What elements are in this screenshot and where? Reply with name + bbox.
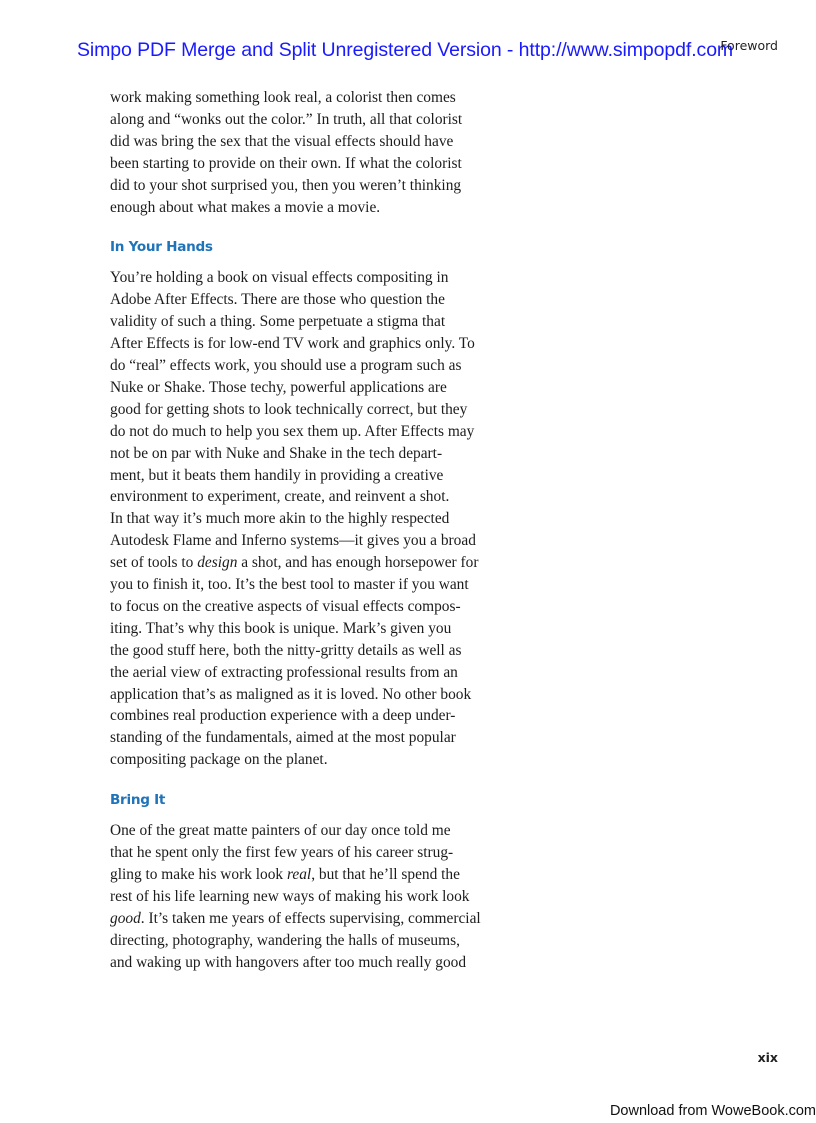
text-line: the good stuff here, both the nitty-gritty details as well as: [110, 641, 462, 659]
text-line: directing, photography, wandering the halls of museums,: [110, 931, 460, 949]
text-line: rest of his life learning new ways of making his work look: [110, 887, 470, 905]
text-line: combines real production experience with a deep under-: [110, 707, 456, 725]
in-your-hands-paragraph: [110, 267, 530, 771]
text-line: Adobe After Effects. There are those who question the: [110, 291, 445, 309]
text-line: been starting to provide on their own. If what the colorist: [110, 154, 462, 172]
bring-it-paragraph: [110, 820, 530, 973]
text-line: did was bring the sex that the visual effects should have: [110, 132, 454, 150]
text-line: the aerial view of extracting professional results from an: [110, 663, 458, 681]
text-line: to focus on the creative aspects of visual effects compos-: [110, 597, 461, 615]
pdf-watermark-banner: Simpo PDF Merge and Split Unregistered Version - http://www.simpopdf.com: [77, 39, 734, 61]
text-line: and waking up with hangovers after too much really good: [110, 953, 467, 971]
text-run: , but that he’ll spend the: [311, 865, 460, 883]
text-line: did to your shot surprised you, then you weren’t thinking: [110, 176, 462, 194]
text-line: Nuke or Shake. Those techy, powerful applications are: [110, 378, 447, 396]
text-line: not be on par with Nuke and Shake in the tech depart-: [110, 444, 443, 462]
text-run: gling to make his work look: [110, 865, 287, 883]
text-line: iting. That’s why this book is unique. Mark’s given you: [110, 619, 452, 637]
page-number: xix: [757, 1050, 778, 1065]
section-heading-bring-it: Bring It: [110, 792, 166, 809]
text-line: environment to experiment, create, and reinvent a shot.: [110, 488, 450, 506]
text-line: validity of such a thing. Some perpetuate a stigma that: [110, 313, 446, 331]
text-line: Autodesk Flame and Inferno systems—it gives you a broad: [110, 532, 476, 550]
section-heading-in-your-hands: In Your Hands: [110, 239, 213, 256]
text-line: After Effects is for low-end TV work and graphics only. To: [110, 335, 475, 353]
footer-watermark: Download from WoweBook.com: [609, 1103, 816, 1119]
emphasis-design: design: [197, 554, 238, 572]
text-line: do “real” effects work, you should use a program such as: [110, 356, 462, 374]
text-line: along and “wonks out the color.” In truth, all that colorist: [110, 110, 463, 128]
text-line: standing of the fundamentals, aimed at the most popular: [110, 729, 456, 747]
text-line: enough about what makes a movie a movie.: [110, 198, 381, 216]
text-line: [110, 864, 530, 886]
text-line: compositing package on the planet.: [110, 751, 328, 769]
text-run: . It’s taken me years of effects supervising, commercial: [140, 909, 481, 927]
emphasis-real: real: [286, 865, 312, 883]
page-body: [110, 87, 530, 973]
text-line: work making something look real, a colorist then comes: [110, 89, 456, 106]
text-line: that he spent only the first few years of his career strug-: [110, 844, 454, 861]
text-line: ment, but it beats them handily in providing a creative: [110, 466, 444, 484]
text-line: In that way it’s much more akin to the highly respected: [110, 510, 450, 528]
text-line: application that’s as maligned as it is loved. No other book: [110, 685, 472, 703]
text-line: do not do much to help you sex them up. After Effects may: [110, 422, 475, 440]
running-head: Foreword: [720, 38, 778, 53]
text-run: set of tools to: [110, 554, 198, 572]
emphasis-good: good: [110, 909, 141, 927]
text-line: good for getting shots to look technically correct, but they: [110, 400, 468, 418]
text-line: you to finish it, too. It’s the best tool to master if you want: [110, 576, 469, 594]
text-line: [110, 908, 530, 930]
text-line: One of the great matte painters of our day once told me: [110, 822, 451, 840]
text-line: [110, 552, 530, 574]
text-line: You’re holding a book on visual effects compositing in: [110, 269, 449, 287]
text-run: a shot, and has enough horsepower for: [237, 554, 479, 572]
intro-paragraph: [110, 87, 530, 218]
